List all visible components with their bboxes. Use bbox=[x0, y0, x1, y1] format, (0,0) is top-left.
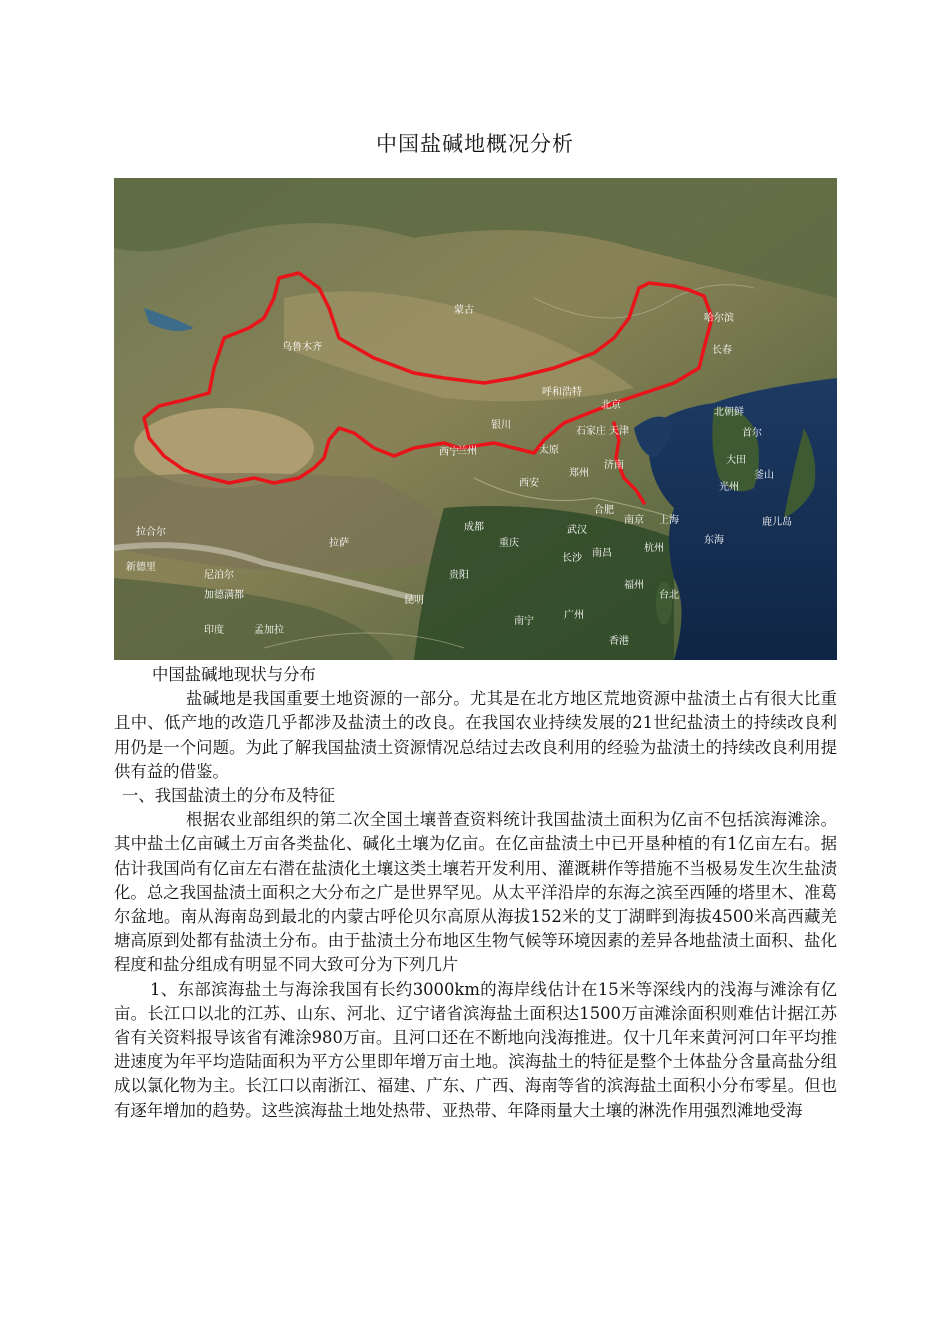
map-label: 重庆 bbox=[499, 538, 519, 549]
map-label: 蒙古 bbox=[454, 305, 474, 316]
map-label: 福州 bbox=[624, 580, 644, 591]
map-label: 尼泊尔 bbox=[204, 570, 234, 581]
map-label: 首尔 bbox=[742, 428, 762, 439]
map-label: 昆明 bbox=[404, 595, 424, 606]
paragraph: 根据农业部组织的第二次全国土壤普查资料统计我国盐渍土面积为亿亩不包括滨海滩涂。其中盐土亿亩碱土万亩各类盐化、碱化土壤为亿亩。在亿亩盐渍土中已开垦种植的有1亿亩左右。据估计我国尚有亿亩左右潜在盐渍化土壤这类土壤若开发利用、灌溉耕作等措施不当极易发生次生盐渍化。总之我国盐渍土面积之大分布之广是世界罕见。从太平洋沿岸的东海之滨至西陲的塔里木、准葛尔盆地。南从海南岛到最北的内蒙古呼伦贝尔高原从海拔152米的艾丁湖畔到海拔4500米高西藏羌塘高原到处都有盐渍土分布。由于盐渍土分布地区生物气候等环境因素的差异各地盐渍土面积、盐化程度和盐分组成有明显不同大致可分为下列几片 bbox=[114, 810, 837, 975]
map-label: 太原 bbox=[539, 445, 559, 456]
map-label: 拉萨 bbox=[329, 538, 349, 549]
map-label: 贵阳 bbox=[449, 570, 469, 581]
map-label: 长春 bbox=[712, 345, 732, 356]
map-label: 西安 bbox=[519, 478, 539, 489]
map-label: 南宁 bbox=[514, 616, 534, 627]
map-label: 杭州 bbox=[644, 543, 664, 554]
document-body bbox=[114, 663, 837, 1123]
map-label: 郑州 bbox=[569, 468, 589, 479]
paragraph: 盐碱地是我国重要土地资源的一部分。尤其是在北方地区荒地资源中盐渍土占有很大比重且中、低产地的改造几乎都涉及盐渍土的改良。在我国农业持续发展的21世纪盐渍土的持续改良利用仍是一个问题。为此了解我国盐渍土资源情况总结过去改良利用的经验为盐渍土的持续改良利用提供有益的借鉴。 bbox=[114, 689, 837, 781]
map-label: 上海 bbox=[659, 515, 679, 526]
map-label: 加德满都 bbox=[204, 590, 244, 601]
map-label: 天津 bbox=[609, 426, 629, 437]
map-label: 鹿儿岛 bbox=[762, 517, 792, 528]
satellite-map-image bbox=[114, 178, 837, 660]
map-label: 兰州 bbox=[457, 446, 477, 457]
map-label: 大田 bbox=[726, 455, 746, 466]
map-label: 北京 bbox=[601, 400, 621, 411]
map-label: 釜山 bbox=[754, 470, 774, 481]
map-label: 南京 bbox=[624, 515, 644, 526]
map-label: 成都 bbox=[464, 522, 484, 533]
map-label: 台北 bbox=[659, 590, 679, 601]
map-label: 北朝鲜 bbox=[714, 407, 744, 418]
map-label: 合肥 bbox=[594, 505, 614, 516]
section-heading: 一、我国盐渍土的分布及特征 bbox=[122, 786, 336, 806]
map-label: 南昌 bbox=[592, 548, 612, 559]
map-label: 孟加拉 bbox=[254, 625, 284, 636]
map-label: 呼和浩特 bbox=[542, 387, 582, 398]
map-label: 东海 bbox=[704, 535, 724, 546]
map-label: 武汉 bbox=[567, 525, 587, 536]
map-label: 印度 bbox=[204, 625, 224, 636]
map-label: 新德里 bbox=[126, 562, 156, 573]
map-label: 银川 bbox=[491, 420, 511, 431]
map-label: 香港 bbox=[609, 636, 629, 647]
document-title: 中国盐碱地概况分析 bbox=[376, 132, 574, 156]
section-heading: 中国盐碱地现状与分布 bbox=[152, 665, 316, 684]
map-label: 拉合尔 bbox=[136, 527, 166, 538]
map-label: 石家庄 bbox=[576, 426, 606, 437]
map-label: 广州 bbox=[564, 610, 584, 621]
paragraph: 1、东部滨海盐土与海涂我国有长约3000km的海岸线估计在15米等深线内的浅海与滩涂有亿亩。长江口以北的江苏、山东、河北、辽宁诸省滨海盐土面积达1500万亩滩涂面积则难估计据江苏省有关资料报导该省有滩涂980万亩。且河口还在不断地向浅海推进。仅十几年来黄河河口年平均推进速度为年平均造陆面积为平方公里即年增万亩土地。滨海盐土的特征是整个土体盐分含量高盐分组成以氯化物为主。长江口以南浙江、福建、广东、广西、海南等省的滨海盐土面积小分布零星。但也有逐年增加的趋势。这些滨海盐土地处热带、亚热带、年降雨量大土壤的淋洗作用强烈滩地受海 bbox=[114, 979, 837, 1120]
map-label: 西宁 bbox=[439, 447, 459, 458]
map-label: 济南 bbox=[604, 460, 624, 471]
map-label: 乌鲁木齐 bbox=[282, 342, 322, 353]
map-label: 光州 bbox=[719, 482, 739, 493]
map-label: 长沙 bbox=[562, 553, 582, 564]
map-label: 哈尔滨 bbox=[704, 313, 734, 324]
